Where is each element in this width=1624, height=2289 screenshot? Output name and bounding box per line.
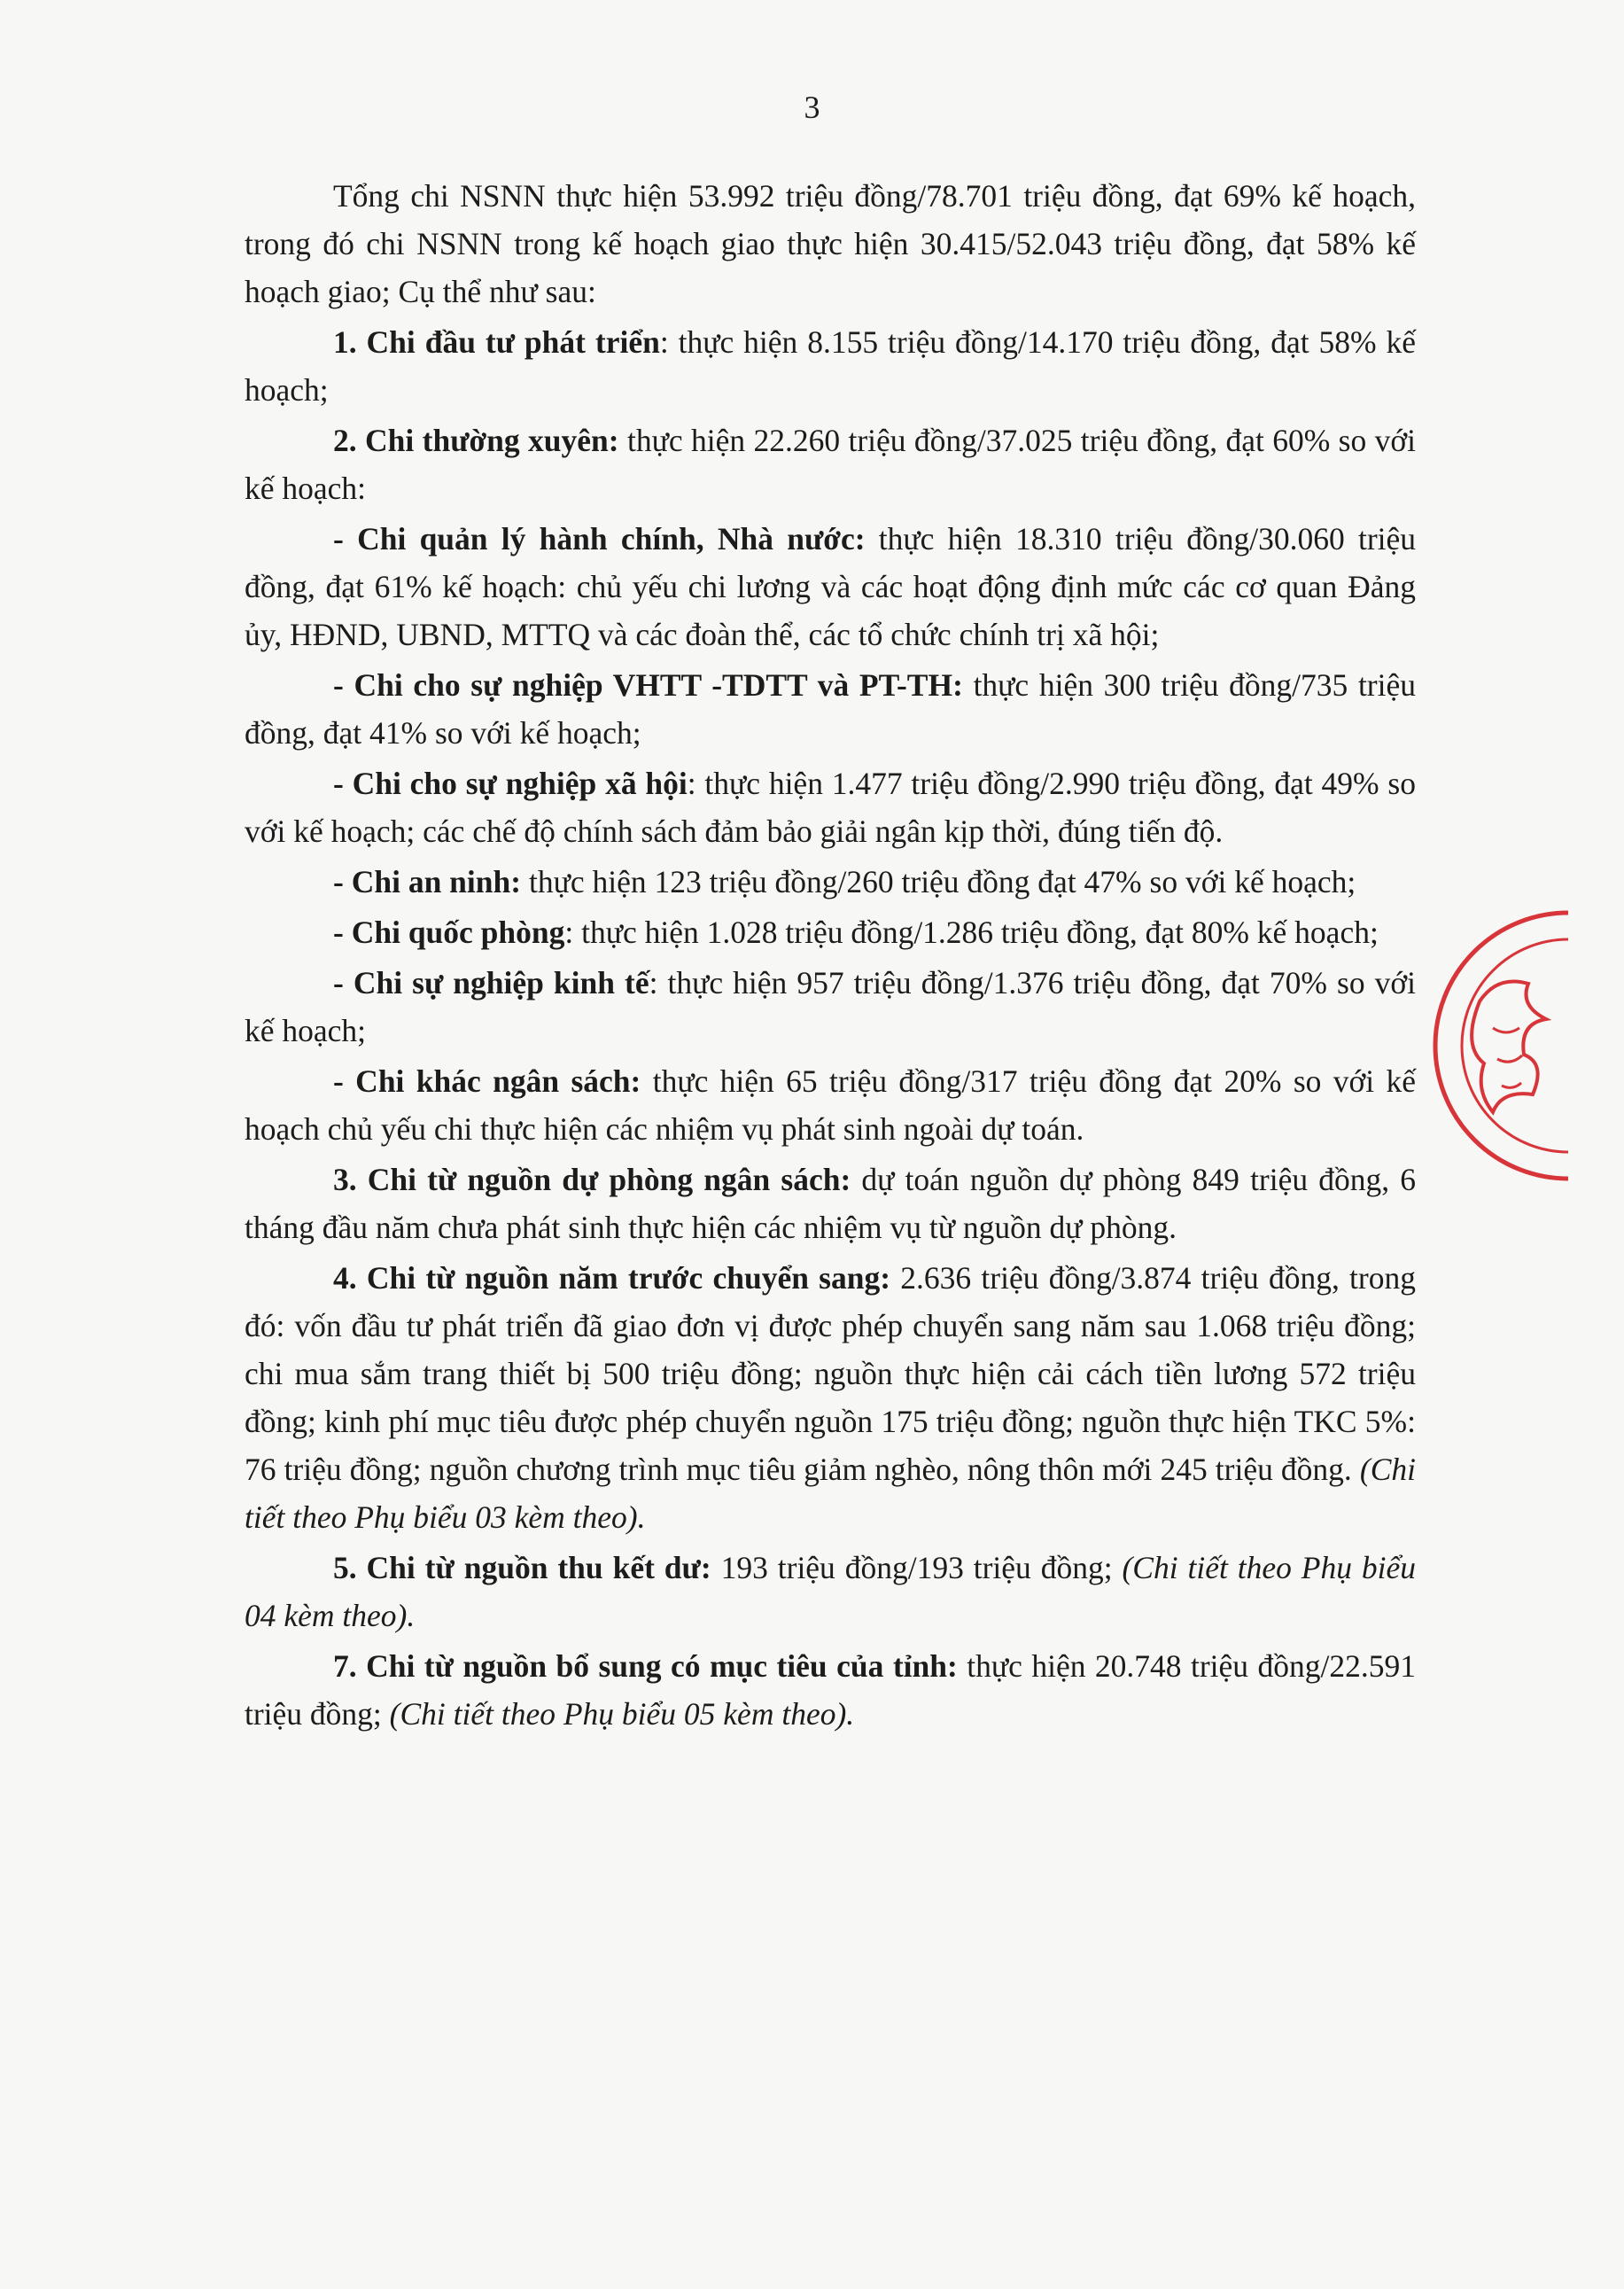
paragraph <box>245 858 1416 906</box>
heading-text: 1. Chi đầu tư phát triển <box>333 324 660 360</box>
heading-text: 2. Chi thường xuyên: <box>333 423 619 458</box>
heading-text: 5. Chi từ nguồn thu kết dư: <box>333 1550 711 1585</box>
paragraph <box>245 661 1416 757</box>
body-text: thực hiện 123 triệu đồng/260 triệu đồng đạt 47% so với kế hoạch; <box>521 864 1356 899</box>
heading-text: 4. Chi từ nguồn năm trước chuyển sang: <box>333 1260 891 1296</box>
body-text: thực hiện 20.748 triệu đồng/22.591 triệu đồng; <box>245 1648 1416 1732</box>
paragraph <box>245 318 1416 414</box>
body-text: Tổng chi NSNN thực hiện 53.992 triệu đồng/78.701 triệu đồng, đạt 69% kế hoạch, trong đó chi NSNN trong kế hoạch giao thực hiện 30.415/52.043 triệu đồng, đạt 58% kế hoạch giao; Cụ thể như sau: <box>245 178 1416 309</box>
body-text: : thực hiện 957 triệu đồng/1.376 triệu đồng, đạt 70% so với kế hoạch; <box>245 965 1416 1048</box>
heading-text: - Chi cho sự nghiệp xã hội <box>333 766 688 801</box>
body-text: 193 triệu đồng/193 triệu đồng; <box>711 1550 1123 1585</box>
official-seal <box>1418 904 1568 1187</box>
paragraph <box>245 908 1416 956</box>
body-text: dự toán nguồn dự phòng 849 triệu đồng, 6 tháng đầu năm chưa phát sinh thực hiện các nhiệm vụ từ nguồn dự phòng. <box>245 1162 1417 1245</box>
heading-text: 3. Chi từ nguồn dự phòng ngân sách: <box>333 1162 851 1197</box>
document-body <box>245 172 1416 1740</box>
page-number: 3 <box>804 90 820 125</box>
body-text: : thực hiện 8.155 triệu đồng/14.170 triệu đồng, đạt 58% kế hoạch; <box>245 324 1416 408</box>
heading-text: - Chi khác ngân sách: <box>333 1063 641 1099</box>
paragraph <box>245 1156 1416 1251</box>
reference-note: (Chi tiết theo Phụ biểu 03 kèm theo). <box>245 1452 1416 1535</box>
heading-text: - Chi quản lý hành chính, Nhà nước: <box>333 521 866 557</box>
paragraph <box>245 515 1416 658</box>
body-text: 2.636 triệu đồng/3.874 triệu đồng, trong đó: vốn đầu tư phát triển đã giao đơn vị được phép chuyển sang năm sau 1.068 triệu đồng; chi mua sắm trang thiết bị 500 triệu đồng; nguồn thực hiện cải cách tiền lương 572 triệu đồng; kinh phí mục tiêu được phép chuyển nguồn 175 triệu đồng; nguồn thực hiện TKC 5%: 76 triệu đồng; nguồn chương trình mục tiêu giảm nghèo, nông thôn mới 245 triệu đồng. <box>245 1260 1416 1487</box>
paragraph <box>245 959 1416 1055</box>
body-text: thực hiện 18.310 triệu đồng/30.060 triệu đồng, đạt 61% kế hoạch: chủ yếu chi lương và các hoạt động định mức các cơ quan Đảng ủy, HĐND, UBND, MTTQ và các đoàn thể, các tổ chức chính trị xã hội; <box>245 521 1417 652</box>
body-text: thực hiện 300 triệu đồng/735 triệu đồng, đạt 41% so với kế hoạch; <box>245 667 1417 751</box>
heading-text: - Chi quốc phòng <box>333 915 565 950</box>
paragraph <box>245 759 1416 855</box>
reference-note: (Chi tiết theo Phụ biểu 05 kèm theo). <box>389 1696 855 1732</box>
heading-text: - Chi cho sự nghiệp VHTT -TDTT và PT-TH: <box>333 667 963 703</box>
body-text: thực hiện 22.260 triệu đồng/37.025 triệu đồng, đạt 60% so với kế hoạch: <box>245 423 1416 506</box>
paragraph <box>245 417 1416 512</box>
heading-text: 7. Chi từ nguồn bổ sung có mục tiêu của tỉnh: <box>333 1648 958 1684</box>
paragraph <box>245 1254 1416 1541</box>
body-text: : thực hiện 1.028 triệu đồng/1.286 triệu đồng, đạt 80% kế hoạch; <box>564 915 1379 950</box>
paragraph <box>245 172 1416 315</box>
heading-text: - Chi an ninh: <box>333 864 522 899</box>
heading-text: - Chi sự nghiệp kinh tế <box>333 965 649 1000</box>
reference-note: (Chi tiết theo Phụ biểu 04 kèm theo). <box>245 1550 1416 1633</box>
paragraph <box>245 1642 1416 1738</box>
body-text: : thực hiện 1.477 triệu đồng/2.990 triệu đồng, đạt 49% so với kế hoạch; các chế độ chính sách đảm bảo giải ngân kịp thời, đúng tiến độ. <box>245 766 1416 849</box>
body-text: thực hiện 65 triệu đồng/317 triệu đồng đạt 20% so với kế hoạch chủ yếu chi thực hiện các nhiệm vụ phát sinh ngoài dự toán. <box>245 1063 1416 1147</box>
paragraph <box>245 1544 1416 1639</box>
seal-graphic <box>1418 904 1568 1187</box>
paragraph <box>245 1057 1416 1153</box>
